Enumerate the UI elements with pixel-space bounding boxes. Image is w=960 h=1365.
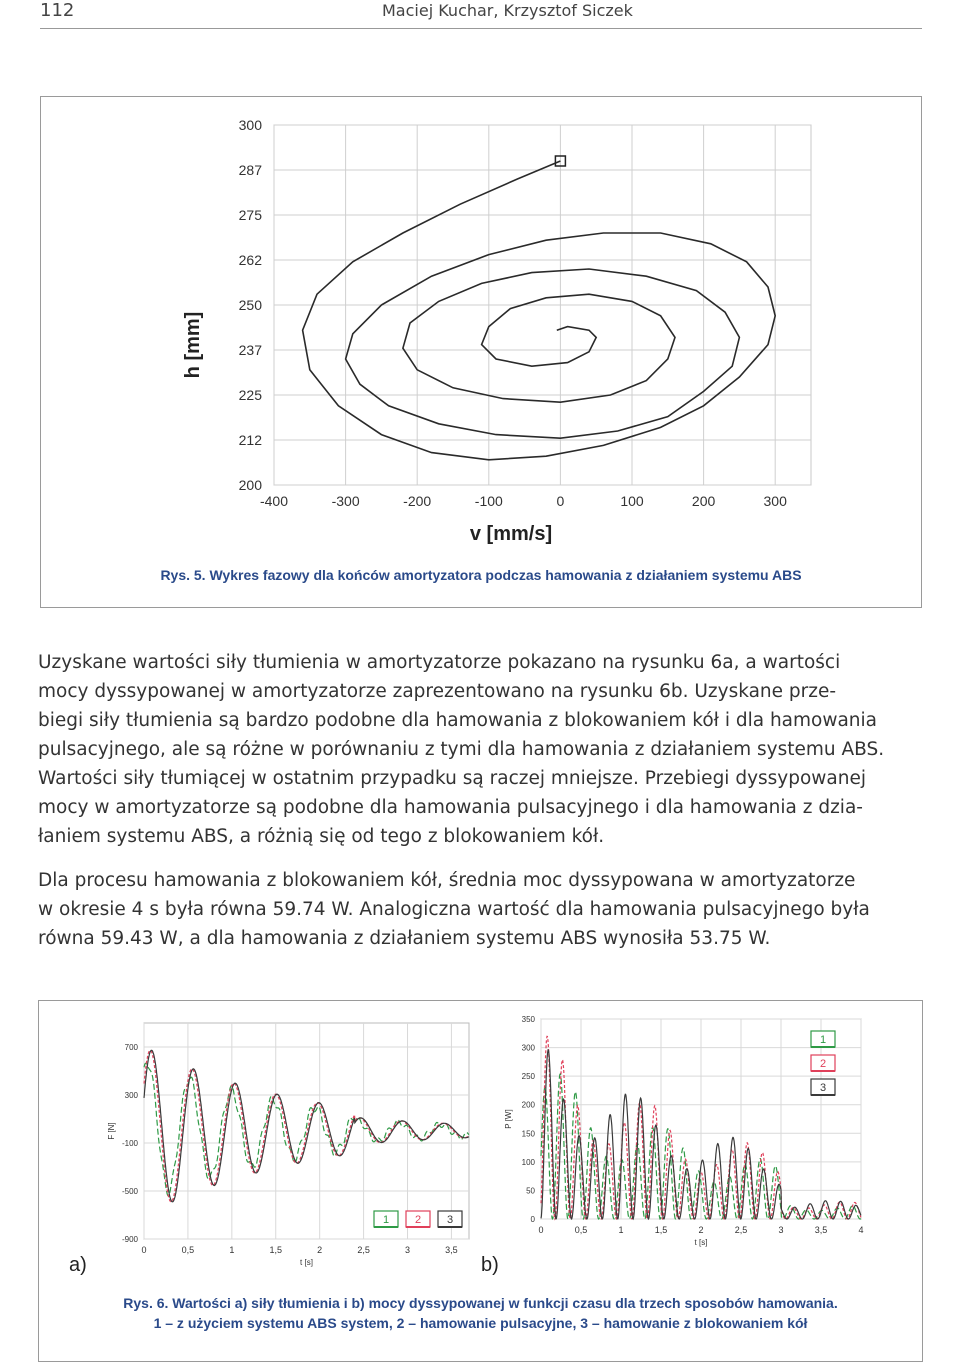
figure-6-caption-line-1: Rys. 6. Wartości a) siły tłumienia i b) mocy dyssypowanej w funkcji czasu dla trzech sposobów hamowania.	[123, 1295, 838, 1311]
paragraph-line: Wartości siły tłumiącej w ostatnim przypadku są raczej mniejsze. Przebiegi dyssypowanej	[38, 768, 867, 789]
y-tick-label: 250	[238, 297, 262, 313]
paragraph-line: równa 59.43 W, a dla hamowania z działaniem systemu ABS wynosiła 53.75 W.	[38, 928, 771, 949]
legend-item-3	[811, 1079, 835, 1095]
y-tick-label: 287	[238, 162, 262, 178]
x-tick-label: 1,5	[269, 1245, 283, 1255]
paragraph-line: w okresie 4 s była równa 59.74 W. Analogiczna wartość dla hamowania pulsacyjnego była	[38, 899, 870, 920]
y-tick-label: -500	[121, 1187, 138, 1196]
legend-label: 3	[819, 1082, 827, 1094]
y-tick-label: 150	[521, 1129, 535, 1139]
y-tick-label: 250	[521, 1072, 535, 1082]
x-tick-label: -100	[474, 493, 503, 509]
y-tick-label: 350	[521, 1015, 535, 1024]
x-tick-label: 1,5	[654, 1225, 668, 1235]
x-tick-label: 100	[620, 493, 644, 509]
paragraph-line: łaniem systemu ABS, a różnią się od tego z blokowaniem kół.	[38, 826, 605, 847]
x-axis-label: t [s]	[300, 1258, 313, 1267]
x-tick-label: 1	[229, 1245, 235, 1255]
page-header	[0, 0, 960, 30]
y-tick-label: 0	[530, 1215, 535, 1224]
y-tick-label: 225	[238, 387, 262, 403]
y-tick-label: 300	[124, 1091, 138, 1100]
paragraph-2	[38, 866, 922, 953]
panel-label: b)	[481, 1254, 499, 1276]
y-tick-label: 275	[238, 207, 262, 223]
x-tick-label: 0,5	[181, 1245, 195, 1255]
panel-label: a)	[69, 1254, 87, 1276]
figure-6	[38, 1000, 923, 1362]
x-tick-label: -300	[331, 493, 360, 509]
phase-plot	[41, 97, 921, 557]
paragraph-line: Dla procesu hamowania z blokowaniem kół, średnia moc dyssypowana w amortyzatorze	[38, 870, 856, 891]
y-tick-label: 50	[526, 1186, 535, 1196]
y-axis-label: F [N]	[107, 1122, 116, 1140]
header-rule	[40, 28, 922, 29]
y-tick-label: 700	[124, 1043, 138, 1052]
x-tick-label: 2	[317, 1245, 323, 1255]
legend-label: 1	[382, 1214, 390, 1226]
x-axis-label: t [s]	[694, 1238, 708, 1247]
x-tick-label: 0	[556, 493, 565, 509]
x-tick-label: 4	[858, 1225, 864, 1235]
y-tick-label: -900	[121, 1235, 138, 1244]
legend-item-2	[811, 1055, 835, 1071]
power-chart	[481, 1001, 921, 1291]
legend-label: 1	[819, 1034, 827, 1046]
x-tick-label: 3	[405, 1245, 411, 1255]
x-tick-label: 3,5	[445, 1245, 458, 1255]
x-tick-label: 0,5	[574, 1225, 588, 1235]
x-tick-label: -200	[403, 493, 432, 509]
phase-ylabel: h [mm]	[182, 311, 204, 379]
y-tick-label: -100	[121, 1139, 138, 1148]
x-tick-label: 3	[778, 1225, 784, 1235]
figure-5-caption: Rys. 5. Wykres fazowy dla końców amortyzatora podczas hamowania z działaniem systemu ABS	[160, 567, 802, 583]
x-tick-label: 0	[141, 1245, 147, 1255]
paragraph-line: mocy dyssypowanej w amortyzatorze zaprezentowano na rysunku 6b. Uzyskane prze-	[38, 681, 837, 702]
y-tick-label: 300	[238, 117, 262, 133]
legend-item-2	[406, 1211, 430, 1227]
plot-area	[144, 1023, 469, 1239]
x-tick-label: 2,5	[357, 1245, 370, 1255]
x-tick-label: 1	[618, 1225, 624, 1235]
y-axis-label: P [W]	[504, 1109, 513, 1129]
legend-item-3	[438, 1211, 462, 1227]
legend-item-1	[374, 1211, 398, 1227]
paragraph-line: pulsacyjnego, ale są różne w porównaniu z tymi dla hamowania z działaniem systemu ABS.	[38, 739, 885, 760]
x-tick-label: 2	[698, 1225, 704, 1235]
x-tick-label: 0	[538, 1225, 544, 1235]
paragraph-line: biegi siły tłumienia są bardzo podobne dla hamowania z blokowaniem kół i dla hamowania	[38, 710, 878, 731]
x-tick-label: 300	[763, 493, 787, 509]
legend-item-1	[811, 1031, 835, 1047]
y-tick-label: 100	[521, 1157, 535, 1167]
legend-label: 2	[819, 1058, 827, 1070]
y-tick-label: 200	[521, 1100, 535, 1110]
figure-6-caption-line-2: 1 – z użyciem systemu ABS system, 2 – hamowanie pulsacyjne, 3 – hamowanie z blokowaniem kół	[153, 1315, 808, 1331]
force-chart	[39, 1001, 479, 1291]
x-tick-label: 200	[691, 493, 716, 509]
legend-label: 2	[414, 1214, 422, 1226]
y-tick-label: 212	[238, 432, 262, 448]
paragraph-line: mocy w amortyzatorze są podobne dla hamowania pulsacyjnego i dla hamowania z dzia-	[38, 797, 863, 818]
y-tick-label: 300	[521, 1043, 535, 1053]
paragraph-1	[38, 648, 922, 851]
paragraph-line: Uzyskane wartości siły tłumienia w amortyzatorze pokazano na rysunku 6a, a wartości	[38, 652, 841, 673]
y-tick-label: 200	[238, 477, 262, 493]
phase-xlabel: v [mm/s]	[469, 523, 553, 545]
y-tick-label: 237	[238, 342, 262, 358]
page-number: 112	[40, 0, 75, 21]
x-tick-label: 2,5	[734, 1225, 748, 1235]
x-tick-label: -400	[259, 493, 289, 509]
x-tick-label: 3,5	[814, 1225, 828, 1235]
legend-label: 3	[446, 1214, 454, 1226]
figure-5	[40, 96, 922, 608]
running-head-authors: Maciej Kuchar, Krzysztof Siczek	[382, 1, 633, 20]
y-tick-label: 262	[238, 252, 262, 268]
